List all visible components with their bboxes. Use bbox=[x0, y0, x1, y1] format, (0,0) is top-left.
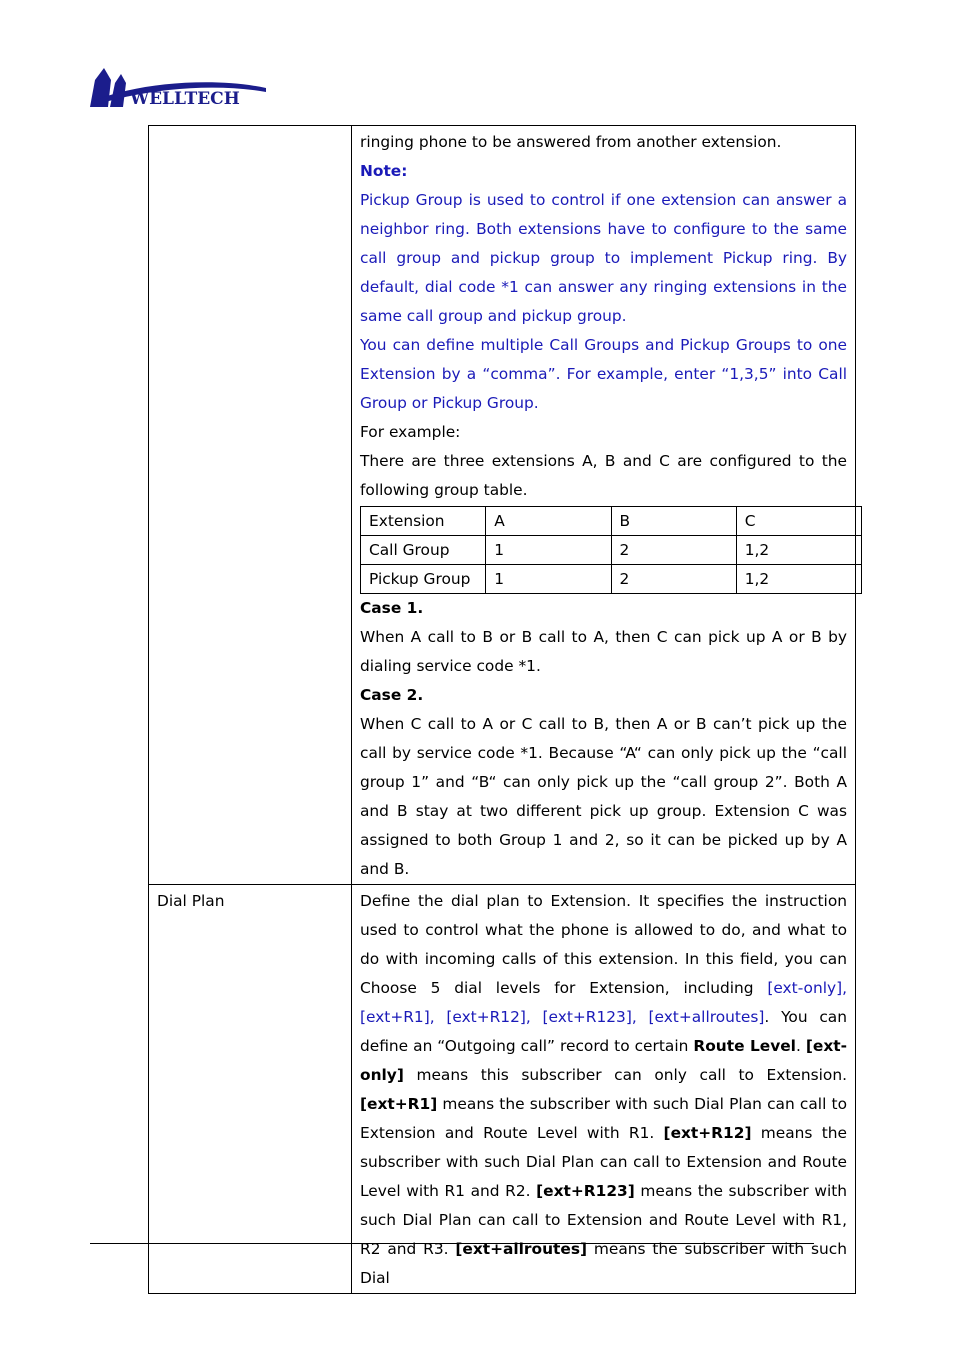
case-1-label: Case 1. bbox=[360, 599, 424, 617]
table-row bbox=[361, 507, 862, 536]
table-cell: 2 bbox=[611, 536, 736, 565]
case-2-label: Case 2. bbox=[360, 686, 424, 704]
note-paragraph-2: You can define multiple Call Groups and Pickup Groups to one Extension by a “comma”. For example, enter “1,3,5” into Call Group or Pickup Group. bbox=[360, 336, 847, 412]
table-row bbox=[361, 536, 862, 565]
settings-table bbox=[148, 125, 856, 1294]
table-cell: C bbox=[736, 507, 861, 536]
note-label: Note: bbox=[360, 162, 408, 180]
case-1-text: When A call to B or B call to A, then C can pick up A or B by dialing service code *1. bbox=[360, 628, 847, 675]
footer-divider bbox=[90, 1243, 814, 1244]
for-example-text: For example: bbox=[360, 423, 461, 441]
table-cell: Pickup Group bbox=[361, 565, 486, 594]
label-cell bbox=[149, 126, 352, 885]
table-row bbox=[361, 565, 862, 594]
intro-text: ringing phone to be answered from another extension. bbox=[360, 133, 782, 151]
example-description: There are three extensions A, B and C are configured to the following group table. bbox=[360, 452, 847, 499]
table-row bbox=[149, 885, 856, 1294]
case-2-text: When C call to A or C call to B, then A or B can’t pick up the call by service code *1. Because “A“ can only pick up the “call group 1” and “B“ can only pick up the “call group 2”. Both A and B stay at two different pick up group. Extension C was assigned to both Group 1 and 2, so it can be picked up by A and B. bbox=[360, 715, 847, 878]
table-cell: Call Group bbox=[361, 536, 486, 565]
content-cell bbox=[352, 126, 856, 885]
table-cell: 2 bbox=[611, 565, 736, 594]
note-paragraph-1: Pickup Group is used to control if one extension can answer a neighbor ring. Both extensions have to configure to the same call group and pickup group to implement Pickup ring. By default, dial code *1 can answer any ringing extensions in the same call group and pickup group. bbox=[360, 191, 847, 325]
group-table bbox=[360, 506, 862, 594]
welltech-logo bbox=[90, 66, 266, 110]
table-cell: 1,2 bbox=[736, 536, 861, 565]
table-row bbox=[149, 126, 856, 885]
table-cell: 1 bbox=[486, 565, 611, 594]
table-cell: B bbox=[611, 507, 736, 536]
table-cell: A bbox=[486, 507, 611, 536]
dial-plan-description: Define the dial plan to Extension. It specifies the instruction used to control what the phone is allowed to do, and what to do with incoming calls of this extension. In this field, you can Choose 5 dial levels for Extension, including [ext-only], [ext+R1], [ext+R12], [ext+R123], [ext+allroutes]. You can define an “Outgoing call” record to certain Route Level. [ext-only] means this subscriber can only call to Extension. [ext+R1] means the subscriber with such Dial Plan can call to Extension and Route Level with R1. [ext+R12] means the subscriber with such Dial Plan can call to Extension and Route Level with R1 and R2. [ext+R123] means the subscriber with such Dial Plan can call to Extension and Route Level with R1, R2 and R3. [ext+allroutes] means the subscriber with such Dial bbox=[352, 885, 856, 1294]
table-cell: 1 bbox=[486, 536, 611, 565]
table-cell: 1,2 bbox=[736, 565, 861, 594]
svg-text:WELLTECH: WELLTECH bbox=[130, 89, 240, 109]
dial-plan-label: Dial Plan bbox=[149, 885, 352, 1294]
table-cell: Extension bbox=[361, 507, 486, 536]
